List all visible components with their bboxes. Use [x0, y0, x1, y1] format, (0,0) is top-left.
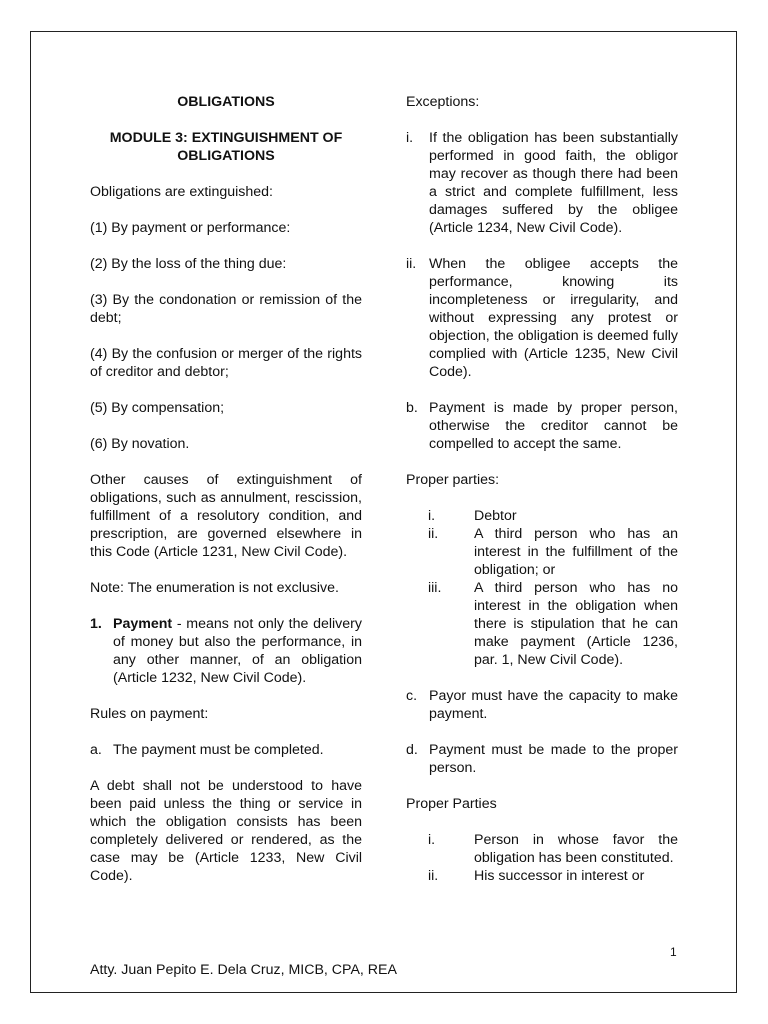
rule-d-marker: d.: [406, 742, 418, 758]
list-item: [406, 525, 678, 579]
proper-parties-heading: Proper parties:: [406, 472, 500, 488]
other-causes-paragraph: Other causes of extinguishment of obligations, such as annulment, rescission, fulfillment of a resolutory condition, and prescription, are governed elsewhere in this Code (Article 1231, New Civil Code).: [90, 472, 362, 560]
rule-a-text: The payment must be completed.: [113, 742, 324, 758]
rule-c-text: Payor must have the capacity to make payment.: [429, 688, 678, 722]
exceptions-heading: Exceptions:: [406, 94, 480, 110]
rules-heading: Rules on payment:: [90, 706, 209, 722]
mode-6: (6) By novation.: [90, 436, 190, 452]
list-text: His successor in interest or: [474, 868, 645, 884]
left-column: [90, 93, 362, 903]
list-marker: iii.: [428, 580, 442, 596]
intro-text: Obligations are extinguished:: [90, 184, 273, 200]
rule-a: [90, 741, 362, 759]
list-marker: i.: [428, 832, 436, 848]
list-marker: i.: [428, 508, 436, 524]
debt-paragraph: A debt shall not be understood to have been paid unless the thing or service in which the obligation consists has been completely delivered or rendered, as the case may be (Article 1233, New Civil Code).: [90, 778, 362, 884]
exception-item: [406, 255, 678, 381]
rule-c: [406, 687, 678, 723]
list-text: Person in whose favor the obligation has been constituted.: [474, 832, 678, 866]
mode-4: (4) By the confusion or merger of the rights of creditor and debtor;: [90, 346, 362, 380]
footer-author: Atty. Juan Pepito E. Dela Cruz, MICB, CPA, REA: [90, 962, 397, 978]
payment-marker: 1.: [90, 616, 102, 632]
exception-marker: ii.: [406, 256, 417, 272]
proper-parties2-heading: Proper Parties: [406, 796, 497, 812]
mode-1: (1) By payment or performance:: [90, 220, 291, 236]
payment-term: Payment: [113, 616, 173, 632]
rule-d-text: Payment must be made to the proper person.: [429, 742, 678, 776]
rule-b-marker: b.: [406, 400, 418, 416]
rule-d: [406, 741, 678, 777]
mode-2: (2) By the loss of the thing due:: [90, 256, 287, 272]
list-marker: ii.: [428, 868, 439, 884]
page-number: 1: [670, 945, 677, 959]
rule-c-marker: c.: [406, 688, 418, 704]
list-marker: ii.: [428, 526, 439, 542]
mode-3: (3) By the condonation or remission of the debt;: [90, 292, 362, 326]
right-column: [406, 93, 678, 903]
note-text: Note: The enumeration is not exclusive.: [90, 580, 339, 596]
exception-item: [406, 129, 678, 237]
list-item: [406, 831, 678, 867]
exceptions-list: [406, 129, 678, 381]
exception-text: If the obligation has been substantially performed in good faith, the obligor may recover as though there had been a strict and complete fulfillment, less damages suffered by the obligee (Article 1234, New Civil Code).: [429, 130, 678, 236]
list-text: A third person who has no interest in the obligation when there is stipulation that he can make payment (Article 1236, par. 1, New Civil Code).: [474, 580, 678, 668]
list-item: [406, 867, 678, 885]
exception-marker: i.: [406, 130, 414, 146]
payment-definition-text: - means not only the delivery of money but also the performance, in any other manner, of an obligation (Article 1232, New Civil Code).: [113, 616, 362, 686]
module-title: MODULE 3: EXTINGUISHMENT OF OBLIGATIONS: [109, 130, 343, 164]
exception-text: When the obligee accepts the performance, knowing its incompleteness or irregularity, and without expressing any protest or objection, the obligation is deemed fully complied with (Article 1235, New Civil Code).: [429, 256, 678, 380]
proper-parties2-list: [406, 831, 678, 885]
payment-definition: [90, 615, 362, 687]
rule-a-marker: a.: [90, 742, 102, 758]
list-item: [406, 579, 678, 669]
list-text: A third person who has an interest in the fulfillment of the obligation; or: [474, 526, 678, 578]
rule-b-text: Payment is made by proper person, otherwise the creditor cannot be compelled to accept the same.: [429, 400, 678, 452]
list-item: [406, 507, 678, 525]
list-text: Debtor: [474, 508, 517, 524]
proper-parties-list: [406, 507, 678, 669]
document-title: OBLIGATIONS: [177, 94, 275, 110]
rule-b: [406, 399, 678, 453]
mode-5: (5) By compensation;: [90, 400, 225, 416]
